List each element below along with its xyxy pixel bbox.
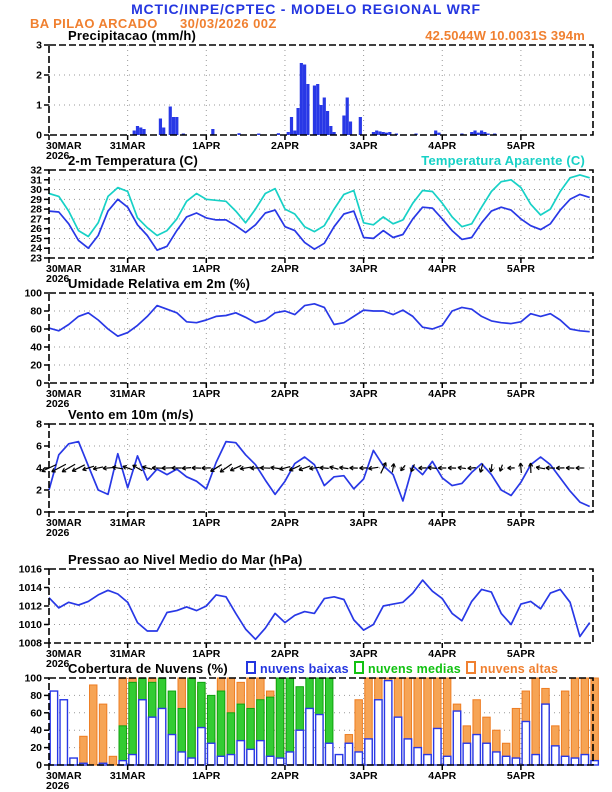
svg-text:25: 25 [30, 232, 42, 245]
svg-text:31: 31 [30, 174, 42, 187]
svg-text:4APR: 4APR [428, 770, 457, 782]
svg-text:30: 30 [30, 184, 42, 197]
svg-text:5APR: 5APR [506, 140, 535, 152]
svg-text:1010: 1010 [18, 619, 42, 631]
svg-text:31MAR: 31MAR [109, 388, 146, 400]
svg-text:31MAR: 31MAR [109, 263, 146, 275]
svg-text:0: 0 [36, 129, 42, 142]
svg-text:2APR: 2APR [270, 770, 299, 782]
svg-text:2026: 2026 [46, 273, 70, 285]
svg-text:27: 27 [30, 213, 42, 226]
svg-text:23: 23 [30, 252, 42, 265]
svg-text:30MAR: 30MAR [46, 263, 82, 275]
svg-text:40: 40 [30, 341, 42, 354]
panel-title-pressao: Pressao ao Nivel Medio do Mar (hPa) [68, 552, 303, 567]
svg-text:6: 6 [36, 440, 42, 453]
svg-text:31MAR: 31MAR [109, 140, 146, 152]
panel-title-precipitacao: Precipitacao (mm/h) [68, 28, 197, 43]
svg-text:26: 26 [30, 223, 42, 236]
station-name: BA PILAO ARCADO [30, 16, 158, 31]
svg-text:1008: 1008 [18, 637, 42, 650]
svg-text:20: 20 [30, 359, 42, 372]
svg-text:1APR: 1APR [192, 388, 221, 400]
svg-text:1APR: 1APR [192, 770, 221, 782]
svg-text:100: 100 [24, 672, 42, 685]
panel-temp2m [30, 165, 593, 286]
svg-text:1APR: 1APR [192, 517, 221, 529]
svg-text:2: 2 [36, 69, 42, 82]
svg-text:60: 60 [30, 707, 42, 720]
legend-label-nuvens-baixas: nuvens baixas [260, 662, 349, 676]
svg-text:2APR: 2APR [270, 517, 299, 529]
svg-text:1APR: 1APR [192, 648, 221, 660]
svg-text:3APR: 3APR [349, 263, 378, 275]
svg-text:5APR: 5APR [506, 517, 535, 529]
svg-text:24: 24 [30, 242, 42, 255]
panel-slp [19, 564, 593, 671]
legend-label-nuvens-altas: nuvens altas [480, 662, 559, 676]
svg-text:30MAR: 30MAR [46, 140, 82, 152]
svg-text:3APR: 3APR [349, 517, 378, 529]
svg-text:60: 60 [30, 323, 42, 336]
svg-text:2026: 2026 [46, 150, 70, 162]
svg-text:2026: 2026 [46, 527, 70, 539]
svg-text:1012: 1012 [18, 600, 42, 613]
panel-rh2m [24, 288, 593, 411]
svg-text:2APR: 2APR [270, 263, 299, 275]
svg-text:5APR: 5APR [506, 770, 535, 782]
svg-text:1016: 1016 [18, 563, 42, 576]
run-datetime: 30/03/2026 00Z [180, 16, 277, 31]
svg-text:80: 80 [30, 305, 42, 318]
svg-text:1014: 1014 [18, 582, 42, 594]
panel-precip [36, 40, 593, 163]
svg-text:4APR: 4APR [428, 140, 457, 152]
svg-text:3APR: 3APR [349, 648, 378, 660]
svg-text:2026: 2026 [46, 658, 70, 670]
svg-text:1APR: 1APR [192, 140, 221, 152]
panel-title-vento: Vento em 10m (m/s) [68, 407, 194, 422]
svg-text:30MAR: 30MAR [46, 770, 82, 782]
svg-text:0: 0 [36, 377, 42, 390]
panel-title-umidade: Umidade Relativa em 2m (%) [68, 276, 251, 291]
panel-title-nuvens: Cobertura de Nuvens (%) [68, 661, 228, 676]
svg-text:3APR: 3APR [349, 140, 378, 152]
panel-title-temperatura: 2-m Temperatura (C) [68, 153, 198, 168]
svg-text:4APR: 4APR [428, 388, 457, 400]
svg-text:1APR: 1APR [192, 263, 221, 275]
svg-text:2: 2 [36, 484, 42, 497]
svg-text:31MAR: 31MAR [109, 517, 146, 529]
svg-text:0: 0 [36, 506, 42, 519]
panel-label-temperatura-aparente: Temperatura Aparente (C) [421, 153, 585, 168]
svg-text:2026: 2026 [46, 398, 70, 410]
svg-text:3APR: 3APR [349, 388, 378, 400]
svg-text:2026: 2026 [46, 780, 70, 792]
svg-text:3: 3 [36, 39, 42, 52]
svg-text:1: 1 [36, 99, 42, 112]
svg-text:2APR: 2APR [270, 388, 299, 400]
svg-text:2APR: 2APR [270, 648, 299, 660]
svg-text:5APR: 5APR [506, 263, 535, 275]
svg-text:0: 0 [36, 759, 42, 772]
svg-text:30MAR: 30MAR [46, 388, 82, 400]
svg-text:8: 8 [36, 418, 42, 431]
svg-text:4APR: 4APR [428, 263, 457, 275]
svg-text:30MAR: 30MAR [46, 648, 82, 660]
svg-text:30MAR: 30MAR [46, 517, 82, 529]
svg-text:5APR: 5APR [506, 388, 535, 400]
svg-text:5APR: 5APR [506, 648, 535, 660]
svg-text:32: 32 [30, 164, 42, 177]
panel-wind10m [36, 419, 593, 540]
svg-text:40: 40 [30, 724, 42, 737]
svg-text:3APR: 3APR [349, 770, 378, 782]
svg-text:29: 29 [30, 193, 42, 206]
svg-text:28: 28 [30, 203, 42, 216]
page-title: MCTIC/INPE/CPTEC - MODELO REGIONAL WRF [131, 1, 481, 17]
svg-text:80: 80 [30, 689, 42, 702]
svg-text:31MAR: 31MAR [109, 648, 146, 660]
svg-text:4APR: 4APR [428, 517, 457, 529]
legend-label-nuvens-medias: nuvens medias [368, 662, 461, 676]
svg-text:4APR: 4APR [428, 648, 457, 660]
location-label: 42.5044W 10.0031S 394m [425, 28, 585, 43]
svg-text:4: 4 [36, 462, 42, 475]
svg-text:2APR: 2APR [270, 140, 299, 152]
svg-text:100: 100 [24, 287, 42, 300]
panel-clouds [24, 673, 598, 792]
svg-text:20: 20 [30, 742, 42, 755]
svg-text:31MAR: 31MAR [109, 770, 146, 782]
